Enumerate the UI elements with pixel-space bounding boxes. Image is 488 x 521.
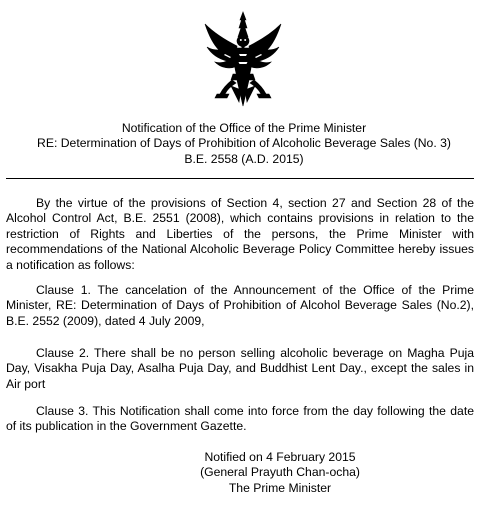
clause-3-paragraph: Clause 3. This Notification shall come into force from the day following the date of its publication in the Government Gazette.: [6, 404, 474, 434]
heading-year: B.E. 2558 (A.D. 2015): [184, 151, 304, 166]
notification-heading: [0, 121, 488, 167]
heading-subject: RE: Determination of Days of Prohibition of Alcoholic Beverage Sales (No. 3): [37, 136, 451, 151]
preamble-paragraph: By the virtue of the provisions of Section 4, section 27 and Section 28 of the Alcohol Control Act, B.E. 2551 (2008), which contains provisions in relation to the restriction of Rights and Liberties of the persons, the Prime Minister with recommendations of the National Alcoholic Beverage Policy Committee hereby issues a notification as follows:: [6, 196, 474, 272]
garuda-emblem-icon: [203, 10, 283, 110]
notified-date: Notified on 4 February 2015: [204, 450, 356, 464]
clause-2-paragraph: Clause 2. There shall be no person selling alcoholic beverage on Magha Puja Day, Visakha Puja Day, Asalha Puja Day, and Buddhist Lent Day., except the sales in Air port: [6, 346, 474, 391]
clause-1-paragraph: Clause 1. The cancelation of the Announcement of the Office of the Prime Minister, RE: Determination of Days of Prohibition of Alcohol Beverage Sales (No.2), B.E. 2552 (2009), dated 4 July 2009,: [6, 283, 474, 328]
heading-title: Notification of the Office of the Prime Minister: [121, 121, 367, 135]
signature-block: [200, 450, 360, 496]
signatory-title: The Prime Minister: [228, 480, 332, 495]
heading-divider: [6, 178, 474, 179]
signatory-name: (General Prayuth Chan-ocha): [200, 465, 360, 480]
